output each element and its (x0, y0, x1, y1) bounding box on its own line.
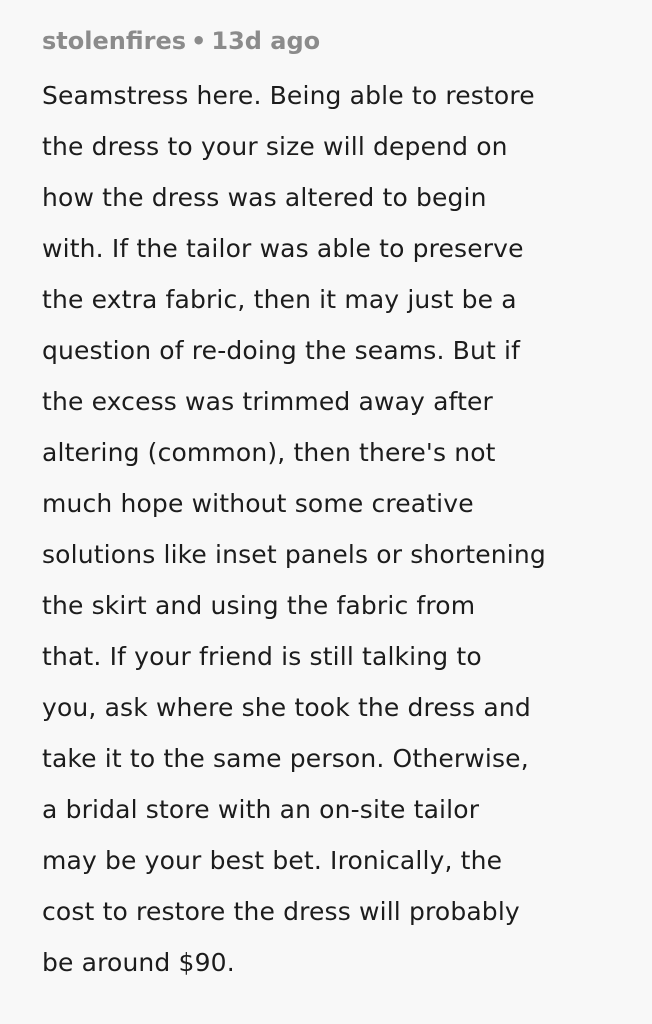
comment-line: may be your best bet. Ironically, the (42, 846, 503, 875)
comment-line: take it to the same person. Otherwise, (42, 744, 529, 773)
comment-line: be around $90. (42, 948, 235, 977)
comment-line: cost to restore the dress will probably (42, 897, 520, 926)
comment-line: with. If the tailor was able to preserve (42, 234, 524, 263)
comment-meta (42, 22, 632, 60)
comment-line: the skirt and using the fabric from (42, 591, 476, 620)
comment-line: the dress to your size will depend on (42, 132, 508, 161)
comment-timestamp: 13d ago (211, 27, 321, 55)
comment-body (42, 70, 632, 988)
comment-line: altering (common), then there's not (42, 438, 496, 467)
comment-line: a bridal store with an on-site tailor (42, 795, 480, 824)
comment-line: the excess was trimmed away after (42, 387, 493, 416)
comment-line: much hope without some creative (42, 489, 474, 518)
comment-line: solutions like inset panels or shortening (42, 540, 546, 569)
comment-line: Seamstress here. Being able to restore (42, 81, 535, 110)
comment-line: how the dress was altered to begin (42, 183, 487, 212)
comment-line: you, ask where she took the dress and (42, 693, 531, 722)
comment-line: question of re-doing the seams. But if (42, 336, 521, 365)
author-username[interactable]: stolenfires (42, 27, 187, 55)
comment (42, 22, 632, 988)
comment-line: the extra fabric, then it may just be a (42, 285, 517, 314)
meta-separator: • (191, 27, 207, 55)
comment-line: that. If your friend is still talking to (42, 642, 482, 671)
